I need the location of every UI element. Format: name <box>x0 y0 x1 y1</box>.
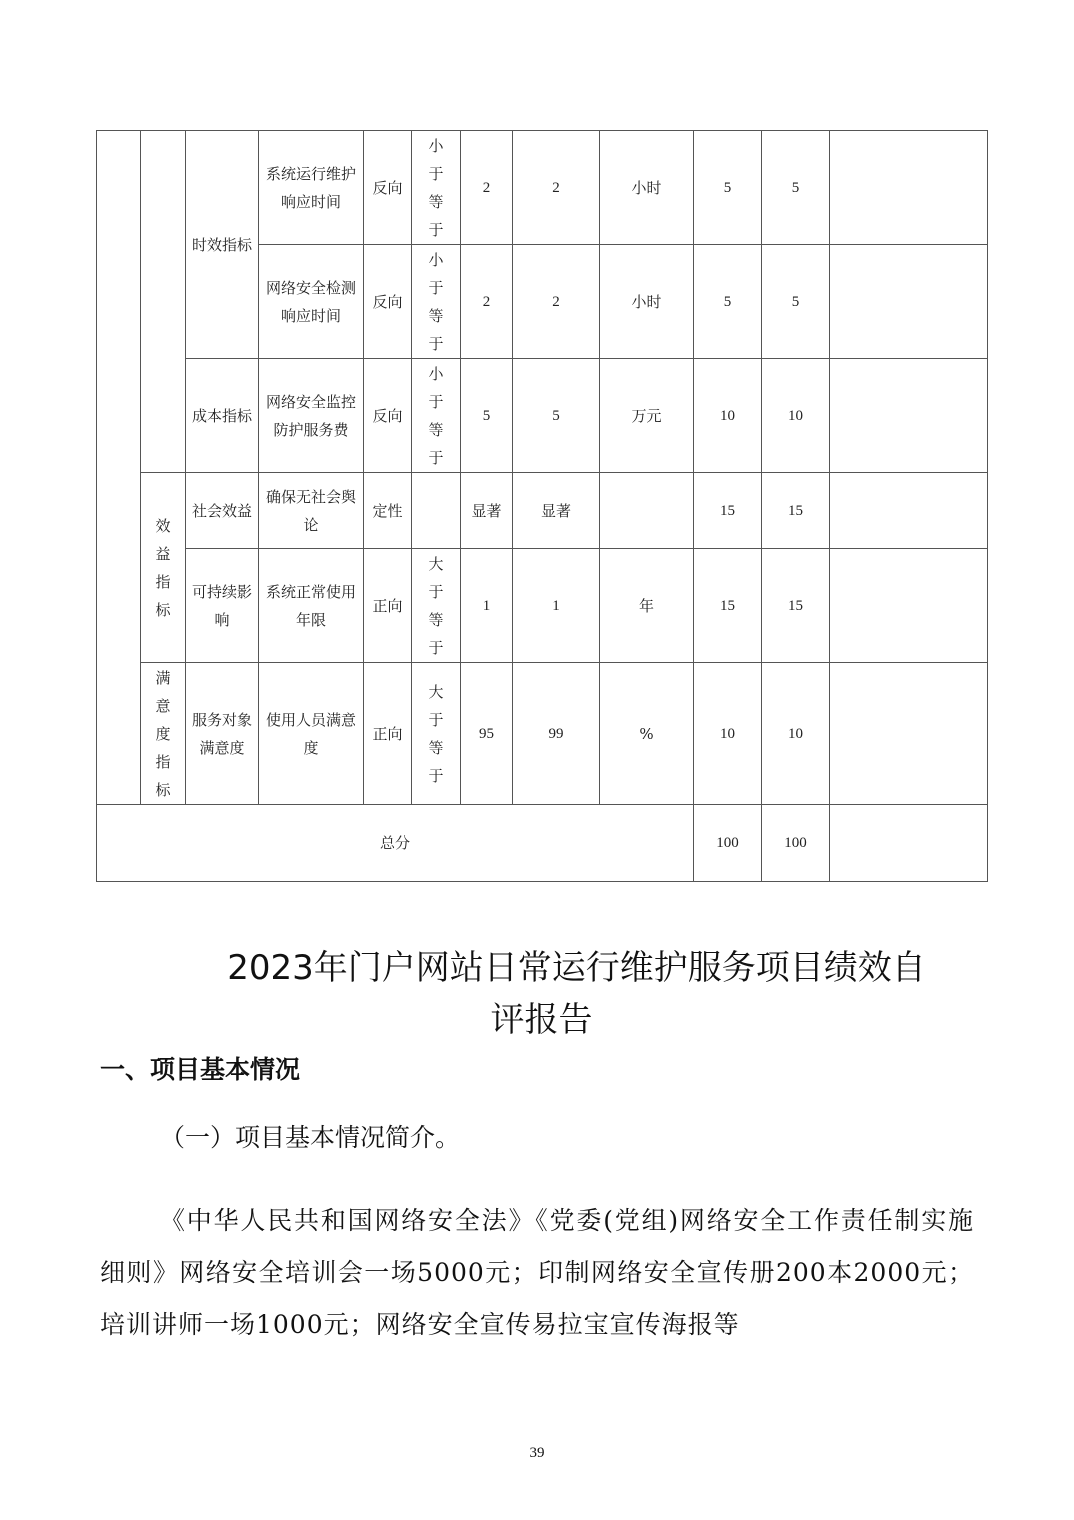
indicator-operator: 小于等于 <box>412 245 461 359</box>
score: 5 <box>762 245 830 359</box>
remark <box>830 245 988 359</box>
level2-cell: 满意度指标 <box>141 663 186 805</box>
level3-cell: 成本指标 <box>186 359 259 473</box>
score: 10 <box>762 663 830 805</box>
page-number: 39 <box>529 1445 545 1461</box>
unit: 小时 <box>600 131 694 245</box>
level2-cell: 效益指标 <box>141 473 186 663</box>
unit: 小时 <box>600 245 694 359</box>
indicator-operator: 大于等于 <box>412 663 461 805</box>
actual-value: 显著 <box>513 473 600 549</box>
actual-value: 5 <box>513 359 600 473</box>
indicator-operator: 小于等于 <box>412 359 461 473</box>
report-title <box>96 942 987 1046</box>
indicator-name: 系统运行维护响应时间 <box>259 131 364 245</box>
indicator-operator: 大于等于 <box>412 549 461 663</box>
indicator-direction: 反向 <box>364 131 412 245</box>
level2-cell <box>141 131 186 473</box>
indicator-name: 网络安全监控防护服务费 <box>259 359 364 473</box>
indicator-operator <box>412 473 461 549</box>
target-value: 1 <box>461 549 513 663</box>
score: 5 <box>762 131 830 245</box>
level3-cell: 可持续影响 <box>186 549 259 663</box>
weight: 15 <box>694 473 762 549</box>
remark <box>830 549 988 663</box>
unit: 万元 <box>600 359 694 473</box>
table-row <box>97 549 988 663</box>
weight: 15 <box>694 549 762 663</box>
remark <box>830 359 988 473</box>
indicator-name: 使用人员满意度 <box>259 663 364 805</box>
target-value: 显著 <box>461 473 513 549</box>
total-score: 100 <box>762 805 830 882</box>
table-row <box>97 663 988 805</box>
score: 15 <box>762 549 830 663</box>
report-title-line2: 评报告 <box>490 1000 593 1040</box>
target-value: 95 <box>461 663 513 805</box>
remark <box>830 131 988 245</box>
weight: 10 <box>694 663 762 805</box>
indicator-name: 网络安全检测响应时间 <box>259 245 364 359</box>
actual-value: 2 <box>513 245 600 359</box>
table-row <box>97 473 988 549</box>
weight: 10 <box>694 359 762 473</box>
indicator-direction: 正向 <box>364 549 412 663</box>
subsection-heading: （一）项目基本情况简介。 <box>160 1123 461 1152</box>
indicator-operator: 小于等于 <box>412 131 461 245</box>
level1-cell <box>97 131 141 805</box>
total-label: 总分 <box>97 805 694 882</box>
body-paragraph: 《中华人民共和国网络安全法》《党委(党组)网络安全工作责任制实施细则》网络安全培训会一场5000元；印制网络安全宣传册200本2000元；培训讲师一场1000元；网络安全宣传易拉宝宣传海报等 <box>100 1206 974 1339</box>
table-row <box>97 131 988 245</box>
level3-cell: 社会效益 <box>186 473 259 549</box>
total-weight: 100 <box>694 805 762 882</box>
total-row <box>97 805 988 882</box>
indicator-name: 确保无社会舆论 <box>259 473 364 549</box>
indicator-direction: 反向 <box>364 359 412 473</box>
indicator-direction: 定性 <box>364 473 412 549</box>
score: 15 <box>762 473 830 549</box>
score: 10 <box>762 359 830 473</box>
actual-value: 99 <box>513 663 600 805</box>
table-row <box>97 359 988 473</box>
level3-cell: 服务对象满意度 <box>186 663 259 805</box>
weight: 5 <box>694 131 762 245</box>
indicator-direction: 反向 <box>364 245 412 359</box>
remark <box>830 473 988 549</box>
indicator-direction: 正向 <box>364 663 412 805</box>
level3-cell: 时效指标 <box>186 131 259 359</box>
report-title-line1: 2023年门户网站日常运行维护服务项目绩效自 <box>227 948 926 988</box>
target-value: 2 <box>461 131 513 245</box>
unit: % <box>600 663 694 805</box>
section-heading: 一、项目基本情况 <box>100 1055 301 1084</box>
target-value: 2 <box>461 245 513 359</box>
total-remark <box>830 805 988 882</box>
unit: 年 <box>600 549 694 663</box>
actual-value: 2 <box>513 131 600 245</box>
indicator-name: 系统正常使用年限 <box>259 549 364 663</box>
actual-value: 1 <box>513 549 600 663</box>
unit <box>600 473 694 549</box>
remark <box>830 663 988 805</box>
target-value: 5 <box>461 359 513 473</box>
performance-indicator-table <box>96 130 988 882</box>
weight: 5 <box>694 245 762 359</box>
